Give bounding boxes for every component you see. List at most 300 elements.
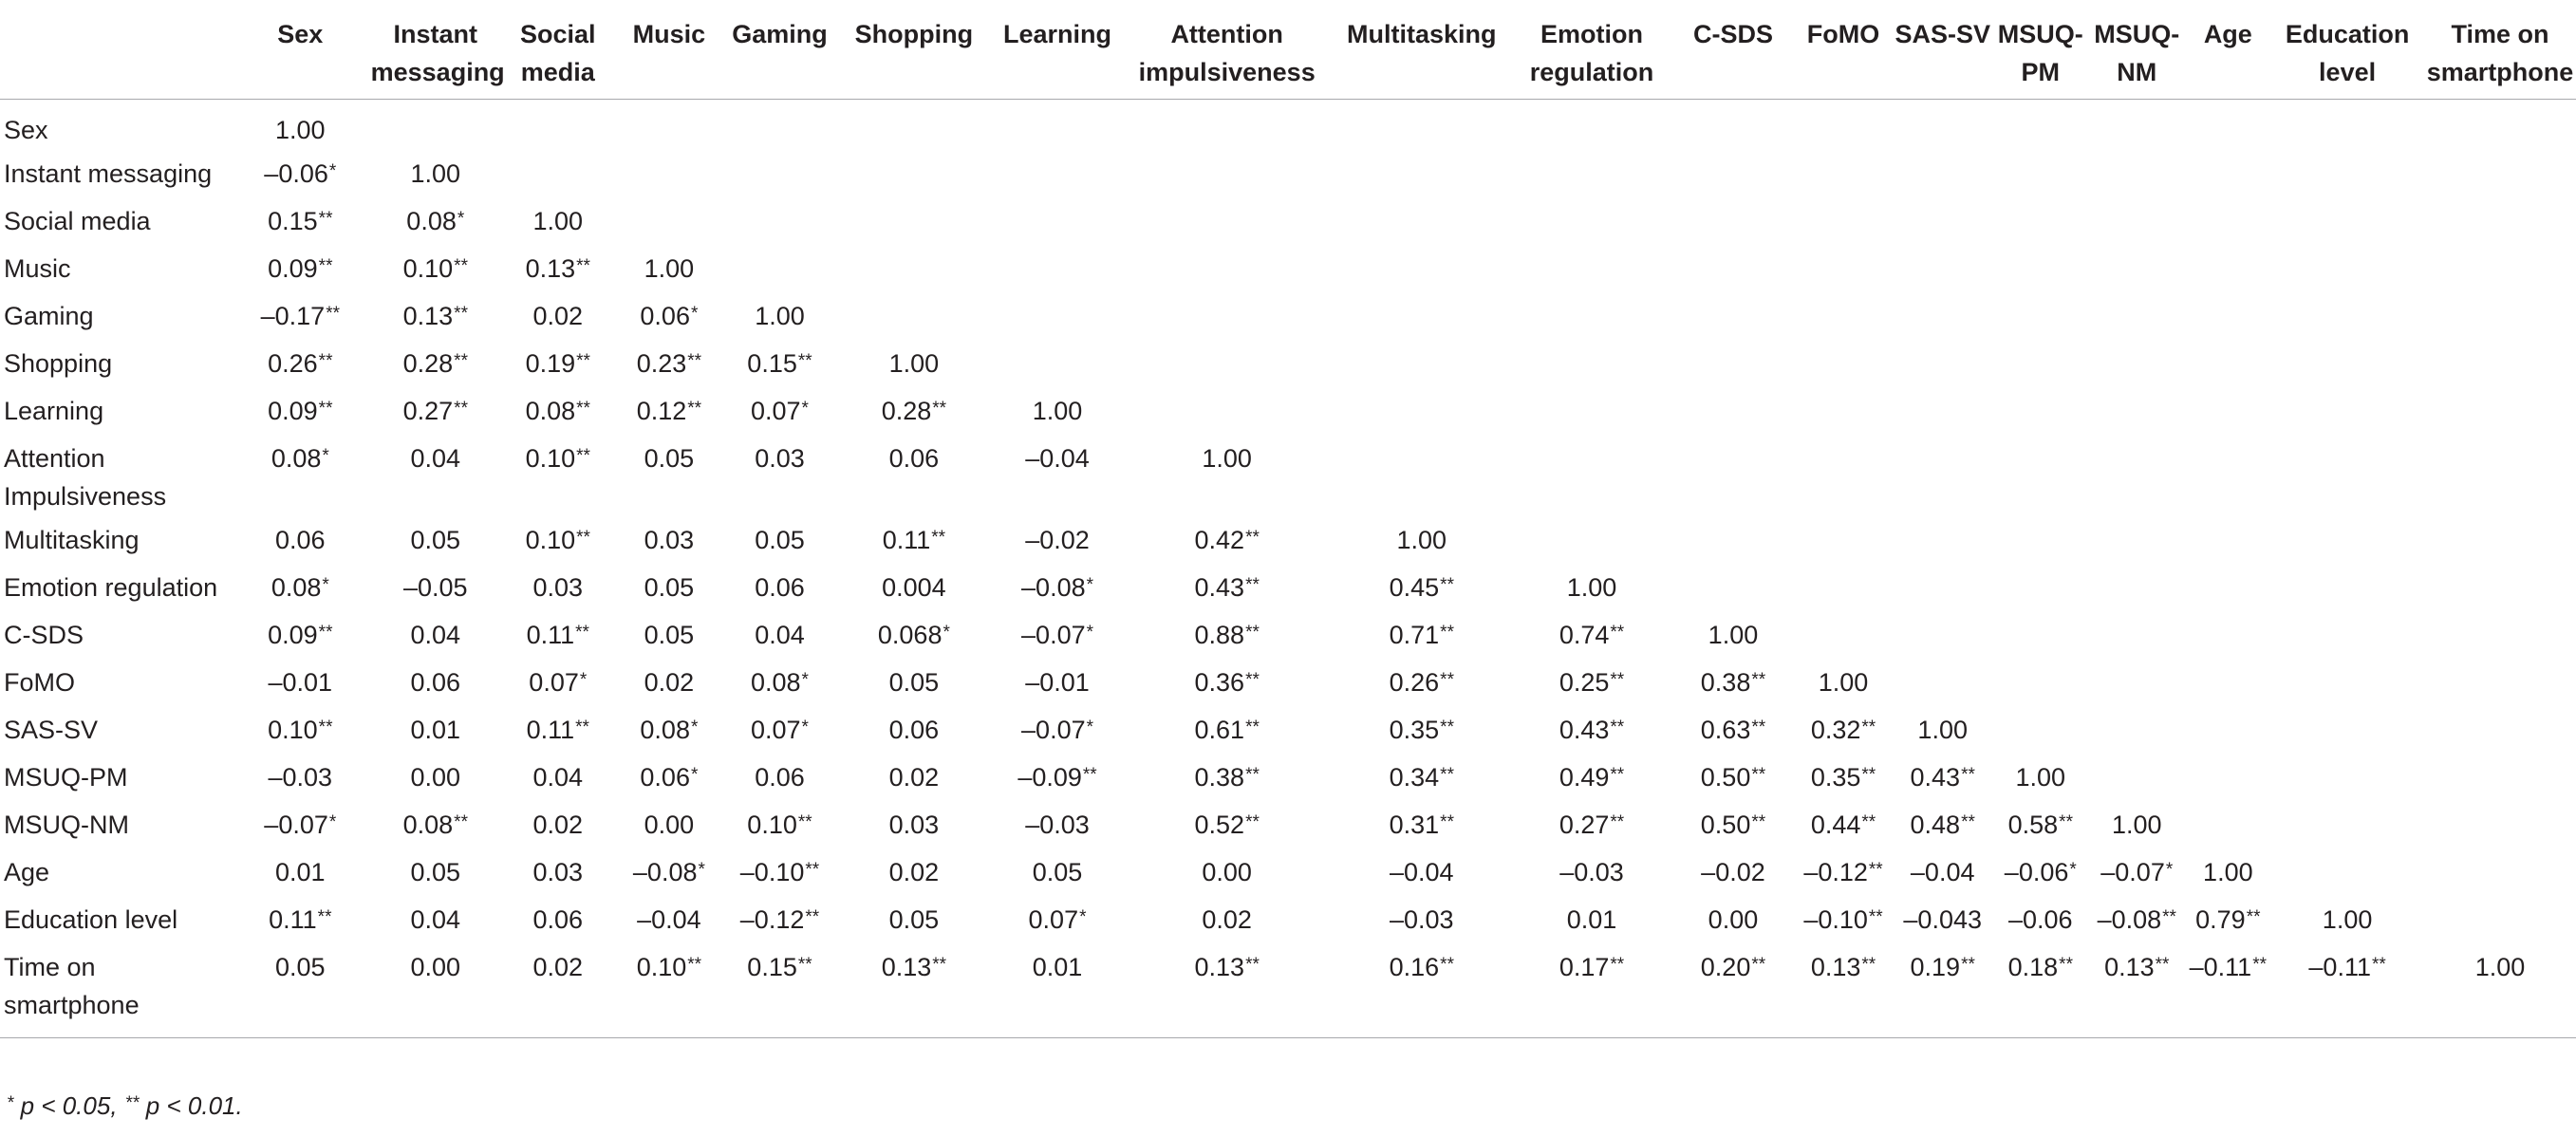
empty-cell (2088, 100, 2186, 150)
table-cell: 1.00 (888, 349, 940, 378)
table-cell: 0.35** (1389, 716, 1454, 744)
empty-cell (1794, 244, 1893, 291)
row-label: Learning (4, 397, 104, 425)
table-footnote: * p < 0.05, ** p < 0.01. (7, 1091, 243, 1120)
table-cell: 0.08* (271, 573, 329, 602)
table-cell: 0.08* (406, 207, 465, 235)
table-cell: 0.19** (525, 349, 590, 378)
table-cell: –0.043 (1903, 905, 1982, 934)
table-cell: –0.07* (1021, 621, 1094, 649)
empty-cell (1672, 515, 1794, 563)
table-cell: 0.44** (1810, 811, 1876, 839)
empty-cell (1122, 196, 1332, 244)
table-cell: 0.79** (2195, 905, 2261, 934)
empty-cell (1794, 196, 1893, 244)
table-cell: –0.11** (2186, 942, 2271, 1038)
empty-cell (2270, 610, 2424, 658)
empty-cell (1993, 291, 2088, 339)
table-cell: 0.01 (410, 716, 461, 744)
row-label: MSUQ-NM (4, 811, 129, 839)
table-cell: 0.48** (1910, 811, 1975, 839)
column-header: Shopping (835, 0, 993, 100)
row-label: Education level (4, 905, 178, 934)
empty-cell (2186, 515, 2271, 563)
empty-cell (835, 291, 993, 339)
row-label: Sex (4, 116, 48, 144)
empty-cell (2424, 196, 2576, 244)
table-cell: 0.17** (1511, 942, 1671, 1038)
empty-cell (1511, 196, 1671, 244)
empty-cell (1672, 434, 1794, 515)
empty-cell (2424, 848, 2576, 895)
empty-cell (2270, 434, 2424, 515)
empty-cell (2186, 339, 2271, 386)
empty-cell (2424, 291, 2576, 339)
table-cell: 0.07* (750, 716, 809, 744)
empty-cell (2424, 658, 2576, 705)
table-cell: 0.03 (888, 811, 940, 839)
empty-cell (2186, 434, 2271, 515)
table-cell: 0.25** (1559, 668, 1625, 697)
empty-cell (2088, 291, 2186, 339)
empty-cell (1122, 386, 1332, 434)
table-cell: 1.00 (2015, 763, 2066, 792)
empty-cell (1794, 610, 1893, 658)
empty-cell (2088, 149, 2186, 196)
table-cell: 0.06 (755, 763, 805, 792)
empty-cell (369, 100, 502, 150)
empty-cell (1993, 658, 2088, 705)
table-cell: 0.06 (888, 716, 940, 744)
row-label: MSUQ-PM (4, 763, 128, 792)
empty-cell (2270, 515, 2424, 563)
table-cell: 1.00 (755, 302, 805, 330)
table-cell: 0.08** (525, 397, 590, 425)
table-row (0, 386, 2576, 434)
empty-cell (724, 149, 835, 196)
table-cell: –0.08* (632, 858, 705, 886)
table-cell: 0.42** (1194, 526, 1260, 554)
column-header: FoMO (1794, 0, 1893, 100)
empty-cell (2270, 848, 2424, 895)
column-header: Instant messaging (369, 0, 502, 100)
table-cell: 0.32** (1810, 716, 1876, 744)
table-cell: –0.08* (1021, 573, 1094, 602)
table-cell: 0.05 (644, 621, 695, 649)
table-cell: –0.12** (1803, 858, 1883, 886)
empty-cell (2270, 196, 2424, 244)
table-cell: 0.11** (526, 621, 589, 649)
empty-cell (1794, 434, 1893, 515)
empty-cell (1893, 196, 1993, 244)
table-cell: 1.00 (1708, 621, 1759, 649)
table-cell: 0.10** (402, 254, 468, 283)
empty-cell (2088, 339, 2186, 386)
table-cell: –0.07* (2100, 858, 2174, 886)
empty-cell (1993, 434, 2088, 515)
empty-cell (2186, 563, 2271, 610)
column-header: SAS-SV (1893, 0, 1993, 100)
table-cell: 1.00 (1566, 573, 1617, 602)
empty-cell (1893, 339, 1993, 386)
empty-cell (1993, 610, 2088, 658)
empty-cell (2270, 563, 2424, 610)
table-cell: 0.02 (532, 302, 584, 330)
table-header-corner (0, 0, 232, 100)
table-cell: –0.04 (637, 905, 701, 934)
table-cell: –0.07* (264, 811, 337, 839)
empty-cell (502, 149, 614, 196)
table-cell: 0.71** (1389, 621, 1454, 649)
empty-cell (2424, 895, 2576, 942)
row-label: Emotion regulation (4, 573, 218, 602)
empty-cell (1893, 291, 1993, 339)
empty-cell (2088, 515, 2186, 563)
table-cell: 0.11** (526, 716, 589, 744)
table-cell: –0.17** (260, 302, 340, 330)
empty-cell (2424, 434, 2576, 515)
empty-cell (1122, 244, 1332, 291)
table-cell: 0.16** (1332, 942, 1511, 1038)
column-header: Multitasking (1332, 0, 1511, 100)
empty-cell (1511, 244, 1671, 291)
table-cell: 0.07* (529, 668, 588, 697)
table-cell: 0.05 (755, 526, 805, 554)
empty-cell (724, 244, 835, 291)
table-row (0, 291, 2576, 339)
table-cell: 0.02 (888, 858, 940, 886)
table-cell: 0.00 (1708, 905, 1759, 934)
table-cell: 1.00 (2203, 858, 2253, 886)
table-row (0, 100, 2576, 150)
table-cell: –0.12** (739, 905, 820, 934)
empty-cell (2186, 291, 2271, 339)
empty-cell (1993, 244, 2088, 291)
table-cell: 0.09** (268, 254, 333, 283)
table-cell: 0.07* (750, 397, 809, 425)
empty-cell (2088, 753, 2186, 800)
table-cell: 0.10** (525, 526, 590, 554)
table-cell: 0.74** (1559, 621, 1625, 649)
table-cell: 0.58** (2007, 811, 2073, 839)
table-cell: 0.03 (532, 573, 584, 602)
table-cell: 0.11** (882, 526, 946, 554)
row-label: Shopping (4, 349, 113, 378)
empty-cell (835, 244, 993, 291)
empty-cell (2186, 149, 2271, 196)
empty-cell (2088, 386, 2186, 434)
table-cell: –0.03 (1025, 811, 1090, 839)
empty-cell (1893, 149, 1993, 196)
table-cell: –0.06* (2004, 858, 2077, 886)
empty-cell (2424, 705, 2576, 753)
table-cell: 0.38** (1700, 668, 1766, 697)
empty-cell (724, 100, 835, 150)
empty-cell (2424, 800, 2576, 848)
empty-cell (1993, 563, 2088, 610)
table-cell: –0.04 (1390, 858, 1454, 886)
table-cell: 0.00 (1202, 858, 1252, 886)
table-cell: 0.05 (410, 858, 461, 886)
empty-cell (993, 149, 1122, 196)
table-cell: 0.13** (2088, 942, 2186, 1038)
empty-cell (2424, 610, 2576, 658)
empty-cell (1993, 100, 2088, 150)
table-cell: 1.00 (1917, 716, 1968, 744)
column-header: Emotion regulation (1511, 0, 1671, 100)
row-label: Time on smartphone (0, 942, 232, 1038)
table-row (0, 610, 2576, 658)
table-cell: 0.05 (410, 526, 461, 554)
empty-cell (1332, 386, 1511, 434)
empty-cell (2270, 291, 2424, 339)
column-header: MSUQ-NM (2088, 0, 2186, 100)
table-cell: 0.02 (644, 668, 695, 697)
table-cell: 0.06* (640, 302, 699, 330)
empty-cell (835, 100, 993, 150)
table-cell: 0.35** (1810, 763, 1876, 792)
table-cell: 0.13** (1794, 942, 1893, 1038)
table-cell: 0.02 (502, 942, 614, 1038)
empty-cell (1893, 610, 1993, 658)
table-cell: 0.01 (275, 858, 326, 886)
empty-cell (993, 244, 1122, 291)
empty-cell (1993, 705, 2088, 753)
column-header: Age (2186, 0, 2271, 100)
table-cell: 0.05 (888, 668, 940, 697)
table-cell: 0.50** (1700, 811, 1766, 839)
empty-cell (1993, 149, 2088, 196)
column-header: Learning (993, 0, 1122, 100)
empty-cell (1672, 291, 1794, 339)
table-cell: 1.00 (2424, 942, 2576, 1038)
table-cell: 0.10** (268, 716, 333, 744)
table-cell: –0.07* (1021, 716, 1094, 744)
empty-cell (1993, 339, 2088, 386)
row-label: Attention Impulsiveness (4, 444, 167, 511)
empty-cell (2270, 244, 2424, 291)
table-cell: 0.63** (1700, 716, 1766, 744)
table-row (0, 848, 2576, 895)
table-cell: –0.10** (739, 858, 820, 886)
table-cell: 0.50** (1700, 763, 1766, 792)
empty-cell (1672, 100, 1794, 150)
table-cell: 0.02 (888, 763, 940, 792)
empty-cell (2424, 515, 2576, 563)
empty-cell (2186, 386, 2271, 434)
empty-cell (1332, 434, 1511, 515)
empty-cell (835, 149, 993, 196)
table-cell: –0.03 (1390, 905, 1454, 934)
empty-cell (1893, 658, 1993, 705)
row-label: SAS-SV (4, 716, 99, 744)
empty-cell (1122, 100, 1332, 150)
column-header: Time on smartphone (2424, 0, 2576, 100)
table-cell: 0.08** (402, 811, 468, 839)
table-cell: 1.00 (2111, 811, 2162, 839)
table-cell: 1.00 (2322, 905, 2373, 934)
empty-cell (993, 196, 1122, 244)
empty-cell (2186, 100, 2271, 150)
empty-cell (2270, 386, 2424, 434)
table-cell: 0.02 (532, 811, 584, 839)
empty-cell (1993, 386, 2088, 434)
empty-cell (2424, 339, 2576, 386)
table-row (0, 434, 2576, 515)
table-cell: 0.36** (1194, 668, 1260, 697)
empty-cell (1893, 515, 1993, 563)
table-row (0, 895, 2576, 942)
empty-cell (1672, 339, 1794, 386)
empty-cell (1332, 196, 1511, 244)
table-cell: 0.52** (1194, 811, 1260, 839)
table-cell: –0.09** (1017, 763, 1097, 792)
table-cell: 0.31** (1389, 811, 1454, 839)
table-cell: –0.03 (1559, 858, 1624, 886)
table-cell: 0.08* (750, 668, 809, 697)
table-cell: –0.01 (1025, 668, 1090, 697)
empty-cell (1511, 149, 1671, 196)
empty-cell (1893, 100, 1993, 150)
empty-cell (1893, 386, 1993, 434)
empty-cell (1794, 339, 1893, 386)
table-cell: 0.01 (993, 942, 1122, 1038)
table-cell: 0.00 (369, 942, 502, 1038)
empty-cell (2186, 610, 2271, 658)
empty-cell (2088, 563, 2186, 610)
table-cell: 0.28** (402, 349, 468, 378)
empty-cell (2186, 658, 2271, 705)
table-cell: 0.18** (1993, 942, 2088, 1038)
table-header-row (0, 0, 2576, 100)
table-cell: –0.10** (1803, 905, 1883, 934)
empty-cell (1993, 196, 2088, 244)
empty-cell (2088, 610, 2186, 658)
table-cell: –0.04 (1910, 858, 1975, 886)
empty-cell (1672, 149, 1794, 196)
empty-cell (1794, 563, 1893, 610)
empty-cell (2088, 658, 2186, 705)
empty-cell (2424, 149, 2576, 196)
empty-cell (993, 339, 1122, 386)
table-cell: 0.88** (1194, 621, 1260, 649)
empty-cell (2424, 563, 2576, 610)
table-cell: 1.00 (410, 159, 461, 188)
table-cell: 0.43** (1910, 763, 1975, 792)
table-cell: 0.03 (532, 858, 584, 886)
table-cell: 1.00 (275, 116, 326, 144)
table-cell: 0.23** (636, 349, 702, 378)
table-cell: –0.11** (2270, 942, 2424, 1038)
table-cell: 0.05 (1032, 858, 1083, 886)
row-label: Age (4, 858, 50, 886)
table-cell: 0.10** (614, 942, 725, 1038)
table-cell: –0.06* (264, 159, 337, 188)
column-header: Gaming (724, 0, 835, 100)
table-cell: 0.27** (1559, 811, 1625, 839)
empty-cell (2424, 244, 2576, 291)
row-label: Instant messaging (4, 159, 213, 188)
table-cell: 0.10** (525, 444, 590, 473)
empty-cell (1893, 434, 1993, 515)
empty-cell (835, 196, 993, 244)
empty-cell (1893, 563, 1993, 610)
empty-cell (2270, 149, 2424, 196)
empty-cell (1332, 339, 1511, 386)
table-cell: 0.28** (881, 397, 947, 425)
row-label: Music (4, 254, 71, 283)
table-cell: 0.06 (888, 444, 940, 473)
column-header: Education level (2270, 0, 2424, 100)
table-cell: 0.04 (410, 621, 461, 649)
empty-cell (1122, 339, 1332, 386)
empty-cell (1794, 100, 1893, 150)
empty-cell (1332, 100, 1511, 150)
table-cell: 0.34** (1389, 763, 1454, 792)
table-cell: 0.03 (755, 444, 805, 473)
table-cell: 0.09** (268, 397, 333, 425)
empty-cell (1993, 515, 2088, 563)
table-cell: 0.43** (1559, 716, 1625, 744)
empty-cell (1794, 291, 1893, 339)
table-cell: 0.00 (410, 763, 461, 792)
table-cell: 1.00 (1032, 397, 1083, 425)
table-cell: 0.08* (640, 716, 699, 744)
table-cell: 0.02 (1202, 905, 1252, 934)
table-cell: 0.15** (724, 942, 835, 1038)
empty-cell (2424, 753, 2576, 800)
empty-cell (1672, 563, 1794, 610)
column-header: C-SDS (1672, 0, 1794, 100)
empty-cell (2270, 705, 2424, 753)
empty-cell (993, 100, 1122, 150)
table-row (0, 563, 2576, 610)
empty-cell (1511, 100, 1671, 150)
empty-cell (1794, 515, 1893, 563)
column-header: Music (614, 0, 725, 100)
table-cell: –0.06 (2008, 905, 2073, 934)
table-cell: –0.02 (1025, 526, 1090, 554)
empty-cell (2186, 753, 2271, 800)
empty-cell (2270, 658, 2424, 705)
empty-cell (1794, 149, 1893, 196)
table-cell: –0.08** (2097, 905, 2176, 934)
empty-cell (1332, 149, 1511, 196)
table-cell: 0.05 (888, 905, 940, 934)
empty-cell (2088, 705, 2186, 753)
table-cell: 0.06 (755, 573, 805, 602)
table-cell: 1.00 (1202, 444, 1252, 473)
table-cell: 0.15** (747, 349, 812, 378)
empty-cell (2186, 800, 2271, 848)
empty-cell (502, 100, 614, 150)
table-cell: 0.13** (525, 254, 590, 283)
table-row (0, 515, 2576, 563)
table-cell: 0.06* (640, 763, 699, 792)
table-cell: –0.01 (268, 668, 333, 697)
empty-cell (614, 196, 725, 244)
table-cell: 1.00 (532, 207, 584, 235)
table-cell: 0.04 (410, 905, 461, 934)
table-cell: 0.03 (644, 526, 695, 554)
table-cell: 0.27** (402, 397, 468, 425)
empty-cell (1672, 244, 1794, 291)
table-row (0, 244, 2576, 291)
table-cell: 0.04 (755, 621, 805, 649)
table-row (0, 149, 2576, 196)
empty-cell (2088, 244, 2186, 291)
empty-cell (2186, 196, 2271, 244)
